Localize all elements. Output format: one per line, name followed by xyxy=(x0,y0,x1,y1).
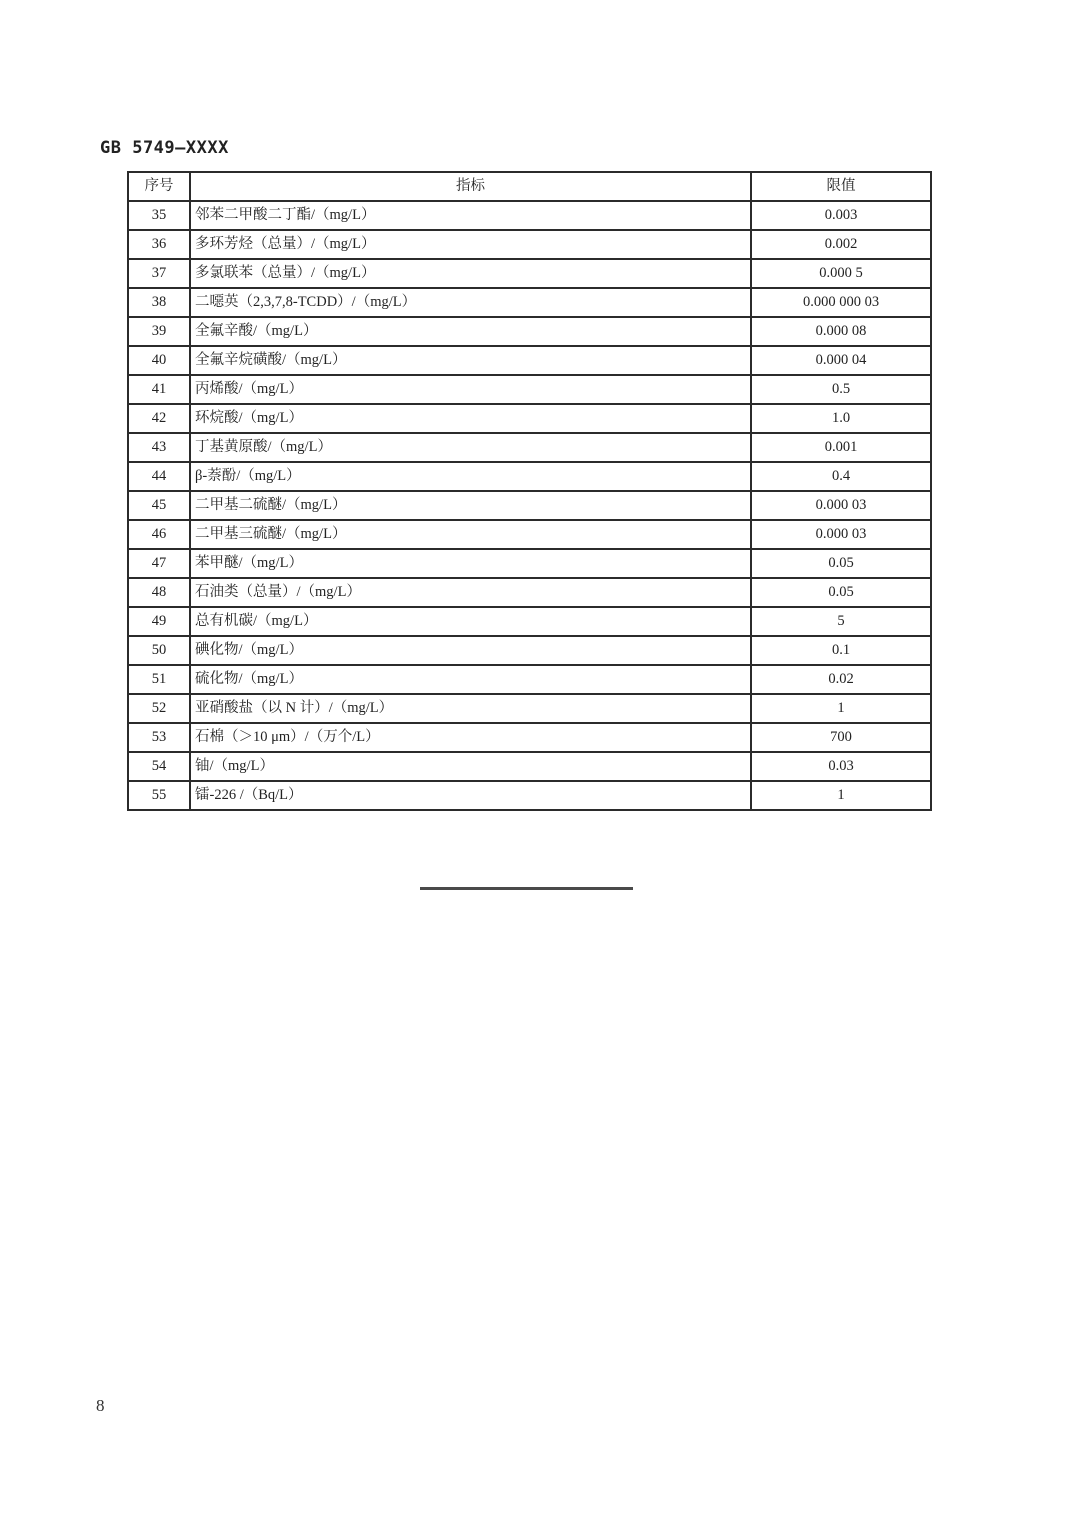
row-limit-cell: 0.000 03 xyxy=(751,520,931,549)
row-number-cell: 43 xyxy=(128,433,190,462)
row-number-cell: 44 xyxy=(128,462,190,491)
table-row xyxy=(128,346,931,375)
table-row xyxy=(128,317,931,346)
row-limit-cell: 0.001 xyxy=(751,433,931,462)
row-limit-cell: 0.03 xyxy=(751,752,931,781)
row-indicator-cell: 硫化物/（mg/L） xyxy=(190,665,751,694)
row-indicator-cell: 全氟辛烷磺酸/（mg/L） xyxy=(190,346,751,375)
row-limit-cell: 1.0 xyxy=(751,404,931,433)
row-indicator-cell: 镭-226 /（Bq/L） xyxy=(190,781,751,810)
row-number-cell: 48 xyxy=(128,578,190,607)
table-row xyxy=(128,665,931,694)
row-indicator-cell: 丙烯酸/（mg/L） xyxy=(190,375,751,404)
row-indicator-cell: 苯甲醚/（mg/L） xyxy=(190,549,751,578)
row-number-cell: 54 xyxy=(128,752,190,781)
table-row xyxy=(128,578,931,607)
row-number-cell: 41 xyxy=(128,375,190,404)
row-number-cell: 35 xyxy=(128,201,190,230)
table-row xyxy=(128,781,931,810)
table-row xyxy=(128,230,931,259)
row-indicator-cell: 丁基黄原酸/（mg/L） xyxy=(190,433,751,462)
row-indicator-cell: 环烷酸/（mg/L） xyxy=(190,404,751,433)
table-row xyxy=(128,462,931,491)
row-limit-cell: 5 xyxy=(751,607,931,636)
row-limit-cell: 0.000 08 xyxy=(751,317,931,346)
row-limit-cell: 0.003 xyxy=(751,201,931,230)
row-limit-cell: 0.000 5 xyxy=(751,259,931,288)
row-indicator-cell: 二甲基三硫醚/（mg/L） xyxy=(190,520,751,549)
table-row xyxy=(128,723,931,752)
row-limit-cell: 0.000 04 xyxy=(751,346,931,375)
row-limit-cell: 0.05 xyxy=(751,578,931,607)
row-number-cell: 36 xyxy=(128,230,190,259)
row-number-cell: 49 xyxy=(128,607,190,636)
table-row xyxy=(128,259,931,288)
row-indicator-cell: 石油类（总量）/（mg/L） xyxy=(190,578,751,607)
row-number-cell: 53 xyxy=(128,723,190,752)
column-header-limit: 限值 xyxy=(751,172,931,201)
table-body xyxy=(128,201,931,810)
table-header-row xyxy=(128,172,931,201)
row-indicator-cell: 铀/（mg/L） xyxy=(190,752,751,781)
table-row xyxy=(128,201,931,230)
table-row xyxy=(128,288,931,317)
table-row xyxy=(128,520,931,549)
column-header-number: 序号 xyxy=(128,172,190,201)
row-indicator-cell: 石棉（＞10 μm）/（万个/L） xyxy=(190,723,751,752)
row-indicator-cell: β-萘酚/（mg/L） xyxy=(190,462,751,491)
table-row xyxy=(128,375,931,404)
table-row xyxy=(128,752,931,781)
row-indicator-cell: 邻苯二甲酸二丁酯/（mg/L） xyxy=(190,201,751,230)
table-header xyxy=(128,172,931,201)
row-limit-cell: 0.000 03 xyxy=(751,491,931,520)
row-limit-cell: 0.5 xyxy=(751,375,931,404)
row-number-cell: 55 xyxy=(128,781,190,810)
table-row xyxy=(128,433,931,462)
row-limit-cell: 0.05 xyxy=(751,549,931,578)
row-indicator-cell: 多氯联苯（总量）/（mg/L） xyxy=(190,259,751,288)
row-number-cell: 40 xyxy=(128,346,190,375)
row-number-cell: 51 xyxy=(128,665,190,694)
row-indicator-cell: 亚硝酸盐（以 N 计）/（mg/L） xyxy=(190,694,751,723)
row-number-cell: 42 xyxy=(128,404,190,433)
row-number-cell: 52 xyxy=(128,694,190,723)
row-indicator-cell: 总有机碳/（mg/L） xyxy=(190,607,751,636)
table-row xyxy=(128,404,931,433)
row-limit-cell: 0.4 xyxy=(751,462,931,491)
row-number-cell: 39 xyxy=(128,317,190,346)
row-limit-cell: 1 xyxy=(751,694,931,723)
row-number-cell: 37 xyxy=(128,259,190,288)
row-limit-cell: 0.002 xyxy=(751,230,931,259)
row-number-cell: 45 xyxy=(128,491,190,520)
table-row xyxy=(128,636,931,665)
row-limit-cell: 0.02 xyxy=(751,665,931,694)
page-number: 8 xyxy=(96,1396,105,1415)
row-limit-cell: 700 xyxy=(751,723,931,752)
row-indicator-cell: 二噁英（2,3,7,8-TCDD）/（mg/L） xyxy=(190,288,751,317)
row-indicator-cell: 全氟辛酸/（mg/L） xyxy=(190,317,751,346)
row-indicator-cell: 多环芳烃（总量）/（mg/L） xyxy=(190,230,751,259)
table-row xyxy=(128,607,931,636)
section-divider-line xyxy=(420,887,633,890)
row-indicator-cell: 碘化物/（mg/L） xyxy=(190,636,751,665)
table-row xyxy=(128,549,931,578)
table-row xyxy=(128,694,931,723)
row-number-cell: 46 xyxy=(128,520,190,549)
row-indicator-cell: 二甲基二硫醚/（mg/L） xyxy=(190,491,751,520)
row-number-cell: 47 xyxy=(128,549,190,578)
row-number-cell: 38 xyxy=(128,288,190,317)
standard-number-header: GB 5749—XXXX xyxy=(100,138,229,158)
row-limit-cell: 0.000 000 03 xyxy=(751,288,931,317)
table-row xyxy=(128,491,931,520)
row-limit-cell: 1 xyxy=(751,781,931,810)
row-limit-cell: 0.1 xyxy=(751,636,931,665)
limits-table xyxy=(127,171,932,811)
column-header-indicator: 指标 xyxy=(190,172,751,201)
row-number-cell: 50 xyxy=(128,636,190,665)
